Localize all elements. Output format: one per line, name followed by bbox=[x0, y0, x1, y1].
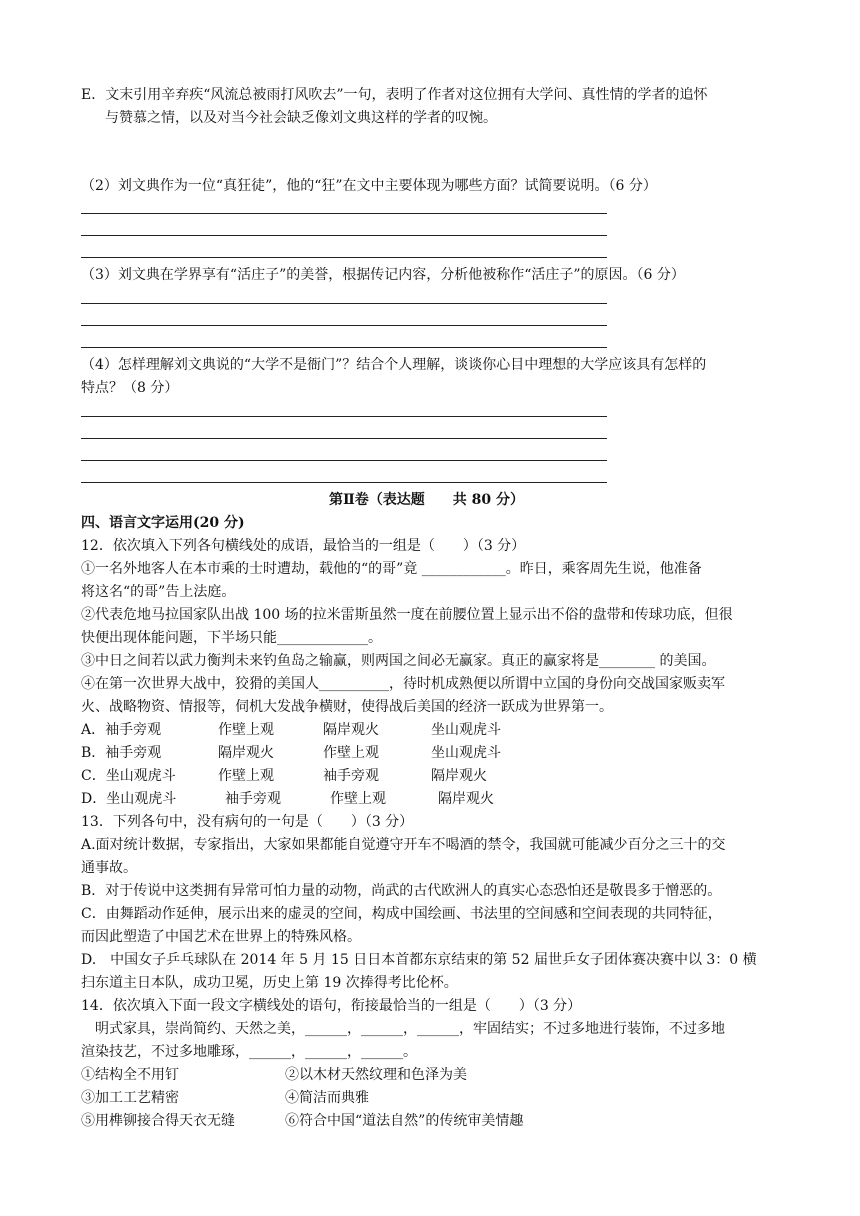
q12-option-b-choice1[interactable]: B．袖手旁观 bbox=[81, 745, 162, 761]
q13-option-a-line2: 通事故。 bbox=[81, 860, 137, 876]
q11-option-e-line1: E．文末引用辛弃疾“风流总被雨打风吹去”一句，表明了作者对这位拥有大学问、真性情的学者的追怀 bbox=[81, 87, 708, 103]
q12-sentence4-line2: 火、战略物资、情报等，伺机大发战争横财，使得战后美国的经济一跃成为世界第一。 bbox=[81, 699, 613, 715]
q12-option-b-choice4: 坐山观虎斗 bbox=[431, 745, 501, 761]
q12-option-d-choice2: 袖手旁观 bbox=[225, 791, 281, 807]
answer-line[interactable] bbox=[81, 213, 607, 214]
section4-title: 四、语言文字运用(20 分) bbox=[81, 515, 245, 531]
q14-stem: 14．依次填入下面一段文字横线处的语句，衔接最恰当的一组是（ ）（3 分） bbox=[81, 998, 582, 1014]
q14-item-6: ⑥符合中国“道法自然”的传统审美情趣 bbox=[285, 1113, 524, 1129]
q13-option-c-line1[interactable]: C．由舞蹈动作延伸，展示出来的虚灵的空间，构成中国绘画、书法里的空间感和空间表现的共同特征， bbox=[81, 906, 722, 922]
q12-sentence3: ③中日之间若以武力衡判未来钓鱼岛之输赢，则两国之间必无赢家。真正的赢家将是________ 的美国。 bbox=[81, 653, 716, 669]
q11-option-e-line2: 与赞慕之情，以及对当今社会缺乏像刘文典这样的学者的叹惋。 bbox=[105, 110, 497, 126]
q12-option-a-choice3: 隔岸观火 bbox=[323, 722, 379, 738]
answer-line[interactable] bbox=[81, 482, 607, 483]
q12-sentence4-line1: ④在第一次世界大战中，狡猾的美国人__________，待时机成熟便以所谓中立国的身份向交战国家贩卖军 bbox=[81, 676, 725, 692]
q13-option-a-line1[interactable]: A.面对统计数据，专家指出，大家如果都能自觉遵守开车不喝酒的禁令，我国就可能减少百分之三十的交 bbox=[81, 837, 726, 853]
q14-item-1: ①结构全不用钉 bbox=[81, 1067, 179, 1083]
q12-option-c-choice3: 袖手旁观 bbox=[323, 768, 379, 784]
q13-option-b[interactable]: B．对于传说中这类拥有异常可怕力量的动物，尚武的古代欧洲人的真实心态恐怕还是敬畏多于憎恶的。 bbox=[81, 883, 722, 899]
q11-sub4-line2: 特点？（8 分） bbox=[81, 380, 179, 396]
q14-passage-line2: 渲染技艺，不过多地雕琢，______，______，______。 bbox=[81, 1044, 417, 1060]
q12-option-d-choice1[interactable]: D．坐山观虎斗 bbox=[81, 791, 177, 807]
q13-stem: 13．下列各句中，没有病句的一句是（ ）（3 分） bbox=[81, 814, 414, 830]
q12-option-c-choice4: 隔岸观火 bbox=[431, 768, 487, 784]
q12-option-b-choice2: 隔岸观火 bbox=[218, 745, 274, 761]
q13-option-d-line1[interactable]: D. 中国女子乒乓球队在 2014 年 5 月 15 日日本首都东京结束的第 52 届世乒女子团体赛决赛中以 3：0 横 bbox=[81, 952, 757, 968]
q12-option-a-choice1[interactable]: A．袖手旁观 bbox=[81, 722, 162, 738]
q12-sentence1-line2: 将这名“的哥”告上法庭。 bbox=[81, 584, 236, 600]
part2-title: 第Ⅱ卷（表达题 共 80 分） bbox=[329, 492, 525, 508]
answer-line[interactable] bbox=[81, 303, 607, 304]
q12-option-a-choice2: 作壁上观 bbox=[218, 722, 274, 738]
answer-line[interactable] bbox=[81, 460, 607, 461]
q13-option-c-line2: 而因此塑造了中国艺术在世界上的特殊风格。 bbox=[81, 929, 361, 945]
q14-item-2: ②以木材天然纹理和色泽为美 bbox=[285, 1067, 467, 1083]
q12-option-b-choice3: 作壁上观 bbox=[323, 745, 379, 761]
answer-line[interactable] bbox=[81, 416, 607, 417]
q11-sub2: （2）刘文典作为一位“真狂徒”，他的“狂”在文中主要体现为哪些方面？试简要说明。（6 分） bbox=[81, 178, 657, 194]
q12-stem: 12．依次填入下列各句横线处的成语，最恰当的一组是（ ）（3 分） bbox=[81, 538, 526, 554]
q12-option-a-choice4: 坐山观虎斗 bbox=[431, 722, 501, 738]
q12-option-d-choice3: 作壁上观 bbox=[330, 791, 386, 807]
q12-sentence2-line2: 快便出现体能问题，下半场只能_____________。 bbox=[81, 630, 382, 646]
answer-line[interactable] bbox=[81, 325, 607, 326]
q14-passage-line1: 明式家具，崇尚简约、天然之美，______，______，______，牢固结实；不过多地进行装饰，不过多地 bbox=[81, 1021, 725, 1037]
q12-sentence2-line1: ②代表危地马拉国家队出战 100 场的拉米雷斯虽然一度在前腰位置上显示出不俗的盘带和传球功底，但很 bbox=[81, 607, 733, 623]
answer-line[interactable] bbox=[81, 257, 607, 258]
q12-sentence1-line1: ①一名外地客人在本市乘的士时遭劫，载他的“的哥”竟 ____________。昨日，乘客周先生说，他准备 bbox=[81, 561, 702, 577]
q12-option-c-choice1[interactable]: C．坐山观虎斗 bbox=[81, 768, 176, 784]
q13-option-d-line2: 扫东道主日本队，成功卫冕，历史上第 19 次捧得考比伦杯。 bbox=[81, 975, 458, 991]
q14-item-3: ③加工工艺精密 bbox=[81, 1090, 179, 1106]
q12-option-c-choice2: 作壁上观 bbox=[218, 768, 274, 784]
answer-line[interactable] bbox=[81, 438, 607, 439]
answer-line[interactable] bbox=[81, 347, 607, 348]
q11-sub3: （3）刘文典在学界享有“活庄子”的美誉，根据传记内容，分析他被称作“活庄子”的原因。（6 分） bbox=[81, 267, 685, 283]
answer-line[interactable] bbox=[81, 235, 607, 236]
q12-option-d-choice4: 隔岸观火 bbox=[438, 791, 494, 807]
q14-item-5: ⑤用榫铆接合得天衣无缝 bbox=[81, 1113, 235, 1129]
q14-item-4: ④简洁而典雅 bbox=[285, 1090, 369, 1106]
q11-sub4-line1: （4）怎样理解刘文典说的“大学不是衙门”？结合个人理解，谈谈你心目中理想的大学应该具有怎样的 bbox=[81, 357, 707, 373]
